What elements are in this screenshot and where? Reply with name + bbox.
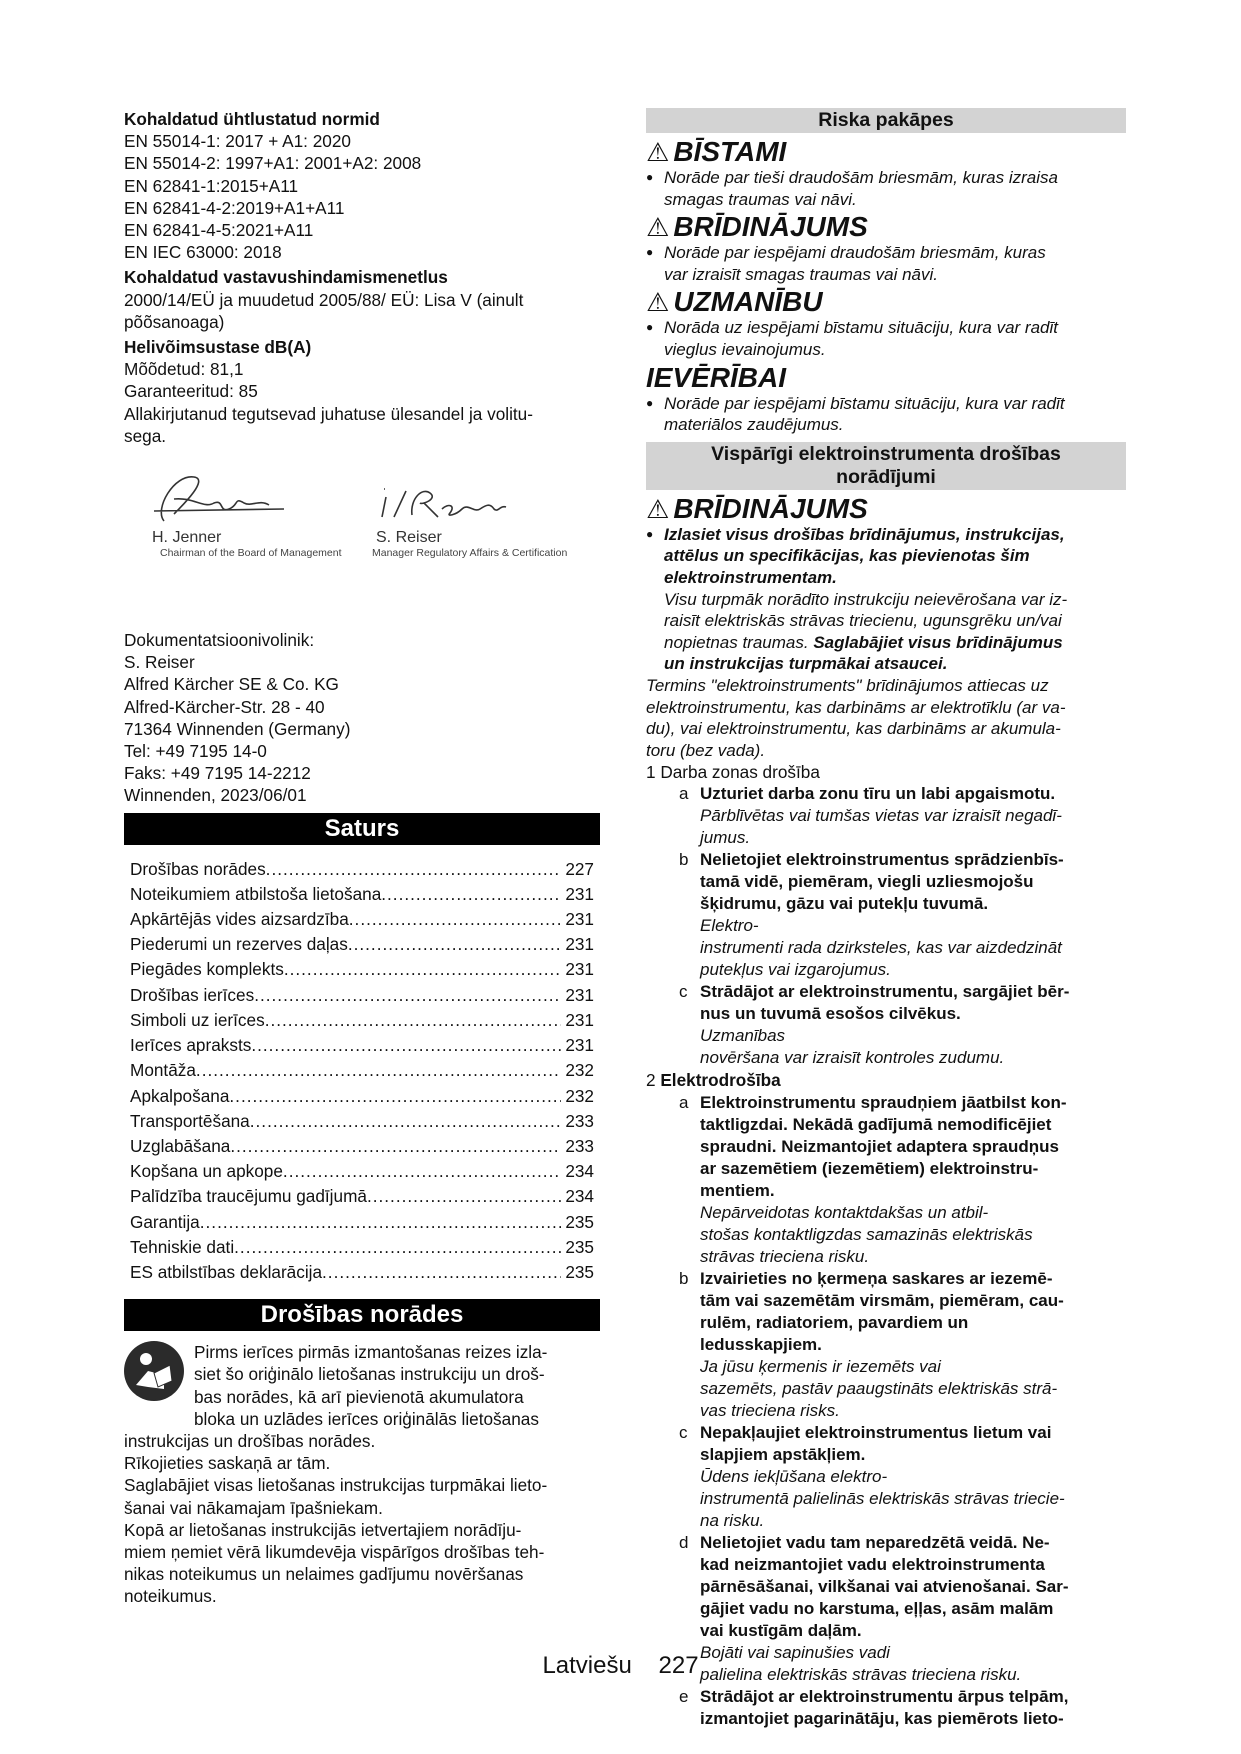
safety-line: noteikumus. — [124, 1586, 217, 1607]
risk-level-heading — [646, 212, 1126, 242]
toc-title: Saturs — [124, 813, 600, 845]
signed-line: Allakirjutanud tegutsevad juhatuse ülesandel ja volitu- — [124, 403, 533, 424]
instruction-italic-line: instrumentā palielinās elektriskās strāvas triecie- — [700, 1488, 1065, 1508]
right-column — [646, 108, 1126, 1730]
toc-entry — [130, 1033, 594, 1058]
procedure-heading: Kohaldatud vastavushindamismenetlus — [124, 267, 448, 288]
signature-jenner — [134, 469, 342, 560]
warning-triangle-icon: ⚠ — [646, 212, 670, 243]
toc-entry — [130, 1210, 594, 1235]
toc-entry-page: 231 — [565, 959, 594, 980]
instruction-bold-line: slapjiem apstākļiem. — [700, 1444, 866, 1464]
instruction-letter: d — [679, 1532, 689, 1552]
toc-entry-page: 233 — [565, 1110, 594, 1131]
procedure-text — [124, 289, 600, 333]
toc-entry — [130, 1058, 594, 1083]
safety-intro-text — [124, 1341, 600, 1430]
toc-entry — [130, 882, 594, 907]
risk-level-bullet — [646, 242, 1126, 285]
toc-entry-title: Kopšana un apkope — [130, 1161, 283, 1182]
toc-leader — [348, 932, 561, 957]
toc-leader — [265, 1008, 562, 1033]
instruction-item — [646, 1092, 1126, 1268]
norm-item: EN 55014-1: 2017 + A1: 2020 — [124, 131, 351, 152]
instruction-item — [646, 849, 1126, 981]
toc-leader — [367, 1184, 561, 1209]
signer-role: Manager Regulatory Affairs & Certification — [372, 547, 568, 560]
toc-entry-page: 235 — [565, 1211, 594, 1232]
risk-levels — [646, 137, 1126, 436]
toc-entry-title: Apkārtējās vides aizsardzība — [130, 909, 349, 930]
toc-entry — [130, 1159, 594, 1184]
noise-heading: Helivõimsustase dB(A) — [124, 337, 312, 358]
instruction-bold-line: kad neizmantojiet vadu elektroinstrumenta — [700, 1554, 1045, 1574]
instruction-bold-line: vai kustīgām daļām. — [700, 1620, 862, 1640]
section2-title — [646, 1069, 1126, 1091]
signed-line: sega. — [124, 425, 167, 446]
safety-line: Kopā ar lietošanas instrukcijās ietvertajiem norādīju- — [124, 1519, 522, 1540]
instruction-italic-line: strāvas trieciena risku. — [700, 1246, 870, 1266]
risk-level-line: Norāde par tieši draudošām briesmām, kuras izraisa — [664, 168, 1058, 187]
handwritten-signature-jenner — [134, 469, 334, 529]
norm-item: EN 62841-4-5:2021+A11 — [124, 220, 314, 241]
toc-leader — [283, 1159, 561, 1184]
term-definition — [646, 675, 1126, 761]
signature-reiser — [372, 469, 572, 560]
term-line: du), vai elektroinstrumentu, kas darbināms ar akumula- — [646, 719, 1061, 739]
warning-italic-line: raisīt elektriskās strāvas triecienu, ugunsgrēku un/vai — [664, 611, 1062, 631]
toc-entry — [130, 1184, 594, 1209]
safety-line: instrukcijas un drošības norādes. — [124, 1430, 376, 1451]
instruction-italic-line: Ūdens iekļūšana elektro- — [700, 1466, 888, 1486]
bullet-icon: ● — [646, 245, 654, 260]
instruction-bold-line: Nelietojiet vadu tam neparedzētā veidā. Ne- — [700, 1532, 1050, 1552]
norm-item: EN IEC 63000: 2018 — [124, 242, 282, 263]
doc-line: 71364 Winnenden (Germany) — [124, 718, 351, 739]
toc-entry-page: 233 — [565, 1135, 594, 1156]
safety-line: miem ņemiet vērā likumdevēja vispārīgos drošības teh- — [124, 1541, 545, 1562]
risk-level-bullet — [646, 393, 1126, 436]
instruction-letter: b — [679, 1268, 689, 1288]
bullet-icon: ● — [646, 395, 654, 410]
instruction-italic-line: stošas kontaktligzdas samazinās elektriskās — [700, 1224, 1033, 1244]
term-line: Termins "elektroinstruments" brīdinājumos attiecas uz — [646, 675, 1049, 695]
toc-entry — [130, 1134, 594, 1159]
toc-entry-title: Tehniskie dati — [130, 1236, 235, 1257]
instruction-bold-line: gājiet vadu no karstuma, eļļas, asām malām — [700, 1598, 1054, 1618]
risk-level-line: Norāda uz iespējami bīstamu situāciju, kura var radīt — [664, 318, 1059, 338]
toc-entry — [130, 1260, 594, 1285]
risk-level-heading — [646, 287, 1126, 317]
instruction-item — [646, 1686, 1126, 1730]
toc-leader — [322, 1260, 561, 1285]
norms-list — [124, 130, 600, 263]
footer-language: Latviešu — [542, 1652, 632, 1679]
instruction-italic-line: Uzmanības — [700, 1026, 786, 1046]
safety-line: Saglabājiet visas lietošanas instrukcijas turpmākai lieto- — [124, 1475, 548, 1496]
instruction-bold-line: Uzturiet darba zonu tīru un labi apgaismotu. — [700, 784, 1056, 804]
term-line: elektroinstrumentu, kas darbināms ar elektrotīklu (ar va- — [646, 697, 1066, 717]
norm-item: EN 62841-1:2015+A11 — [124, 175, 299, 196]
instruction-bold-line: taktligzdai. Nekādā gadījumā nemodificējiet — [700, 1114, 1052, 1134]
toc-entry-page: 231 — [565, 1009, 594, 1030]
read-manual-icon — [124, 1341, 184, 1401]
toc-leader — [200, 1210, 562, 1235]
instruction-item — [646, 783, 1126, 849]
toc-entry-page: 232 — [565, 1085, 594, 1106]
intro-line: bas norādes, kā arī pievienotā akumulatora — [194, 1386, 524, 1407]
warning-title: BRĪDINĀJUMS — [673, 492, 868, 524]
table-of-contents — [130, 857, 594, 1285]
procedure-line: põõsanoaga) — [124, 311, 225, 332]
warning-italic-line: Visu turpmāk norādīto instrukciju neievērošana var iz- — [664, 589, 1068, 609]
norms-heading: Kohaldatud ühtlustatud normid — [124, 109, 380, 129]
toc-leader — [229, 1084, 561, 1109]
toc-entry-title: Montāža — [130, 1060, 196, 1081]
instruction-letter: e — [679, 1686, 689, 1706]
toc-entry-page: 231 — [565, 934, 594, 955]
safety-intro — [124, 1341, 600, 1430]
toc-leader — [234, 1235, 561, 1260]
instruction-italic-line: vas trieciena risks. — [700, 1400, 840, 1420]
noise-measured: Mõõdetud: 81,1 — [124, 359, 244, 380]
doc-line: Alfred-Kärcher-Str. 28 - 40 — [124, 696, 325, 717]
warning-mixed-italic: nopietnas traumas. — [664, 632, 809, 652]
instruction-italic-line: Nepārveidotas kontaktdakšas un atbil- — [700, 1202, 989, 1222]
risk-level-line: smagas traumas vai nāvi. — [664, 189, 857, 209]
instruction-item — [646, 1268, 1126, 1422]
toc-entry-title: Piegādes komplekts — [130, 959, 284, 980]
toc-entry — [130, 1008, 594, 1033]
toc-entry-title: ES atbilstības deklarācija — [130, 1261, 323, 1282]
toc-entry-page: 231 — [565, 909, 594, 930]
bullet-icon: ● — [646, 170, 654, 184]
toc-entry-page: 231 — [565, 984, 594, 1005]
instruction-bold-line: Strādājot ar elektroinstrumentu, sargājiet bēr- — [700, 982, 1070, 1002]
toc-entry-title: Uzglabāšana — [130, 1135, 231, 1156]
instruction-bold-line: pārnēsāšanai, vilkšanai vai atvienošanai. Sar- — [700, 1576, 1069, 1596]
instruction-italic-line: Ja jūsu ķermenis ir iezemēts vai — [700, 1356, 941, 1376]
warning-triangle-icon: ⚠ — [646, 137, 670, 167]
section2-list — [646, 1092, 1126, 1730]
instruction-bold-line: Nepakļaujiet elektroinstrumentus lietum vai — [700, 1422, 1052, 1442]
toc-entry-title: Palīdzība traucējumu gadījumā — [130, 1186, 367, 1207]
toc-leader — [250, 1109, 562, 1134]
risk-level-heading — [646, 363, 1126, 393]
toc-entry-title: Apkalpošana — [130, 1085, 230, 1106]
instruction-item — [646, 1422, 1126, 1532]
toc-entry-title: Ierīces apraksts — [130, 1035, 252, 1056]
risk-level-title: BĪSTAMI — [673, 136, 787, 167]
instruction-bold-line: izmantojiet pagarinātāju, kas piemērots lieto- — [700, 1708, 1064, 1728]
toc-entry-title: Drošības norādes — [130, 858, 266, 879]
documentation-contact — [124, 629, 600, 807]
toc-entry — [130, 1084, 594, 1109]
signature-area — [124, 469, 600, 629]
instruction-italic-line: na risku. — [700, 1510, 765, 1530]
handwritten-signature-reiser — [372, 469, 572, 529]
instruction-bold-line: Strādājot ar elektroinstrumentu ārpus telpām, — [700, 1686, 1069, 1706]
instruction-italic-line: novēršana var izraisīt kontroles zudumu. — [700, 1048, 1005, 1068]
bullet-icon: ● — [646, 320, 654, 335]
instruction-bold-line: Elektroinstrumentu spraudņiem jāatbilst kon- — [700, 1092, 1067, 1112]
risk-level-line: vieglus ievainojumus. — [664, 339, 826, 359]
section1-title: 1 Darba zonas drošība — [646, 762, 820, 783]
warning-bold-last: un instrukcijas turpmākai atsaucei. — [664, 654, 948, 674]
instruction-bold-line: Nelietojiet elektroinstrumentus sprādzienbīs- — [700, 850, 1064, 870]
page-footer — [0, 1652, 1241, 1680]
doc-line: Alfred Kärcher SE & Co. KG — [124, 674, 339, 695]
instruction-bold-line: nus un tuvumā esošos cilvēkus. — [700, 1004, 961, 1024]
page-number: 227 — [658, 1652, 699, 1679]
warning-heading — [646, 494, 1126, 524]
instruction-italic-line: Bojāti vai sapinušies vadi — [700, 1642, 890, 1662]
general-title-line: Vispārīgi elektroinstrumenta drošības — [711, 442, 1061, 465]
instruction-italic-line: palielina elektriskās strāvas trieciena risku. — [700, 1664, 1022, 1684]
doc-line: S. Reiser — [124, 652, 195, 673]
instruction-bold-line: Izvairieties no ķermeņa saskares ar iezemē- — [700, 1268, 1053, 1288]
toc-leader — [230, 1134, 561, 1159]
general-safety-title — [646, 442, 1126, 490]
term-line: toru (bez vada). — [646, 740, 766, 760]
toc-leader — [381, 882, 561, 907]
instruction-letter: a — [679, 1092, 689, 1112]
warning-bold-line: elektroinstrumentam. — [664, 567, 837, 587]
risk-level-line: var izraisīt smagas traumas vai nāvi. — [664, 264, 938, 284]
noise-guaranteed: Garanteeritud: 85 — [124, 381, 258, 402]
toc-entry-page: 234 — [565, 1161, 594, 1182]
instruction-bold-line: spraudni. Neizmantojiet adaptera spraudņus — [700, 1136, 1059, 1156]
procedure-line: 2000/14/EÜ ja muudetud 2005/88/ EÜ: Lisa V (ainult — [124, 289, 524, 310]
safety-line: šanai vai nākamajam īpašniekam. — [124, 1497, 383, 1518]
toc-entry-title: Drošības ierīces — [130, 984, 255, 1005]
instruction-italic-line: Elektro- — [700, 916, 759, 936]
toc-entry — [130, 1235, 594, 1260]
toc-entry-page: 235 — [565, 1236, 594, 1257]
signer-name: H. Jenner — [152, 529, 222, 547]
risk-level-line: Norāde par iespējami bīstamu situāciju, kura var radīt — [664, 393, 1065, 413]
toc-entry-page: 232 — [565, 1060, 594, 1081]
risk-level-title: UZMANĪBU — [673, 286, 823, 318]
risk-levels-title: Riska pakāpes — [646, 108, 1126, 133]
instruction-item — [646, 981, 1126, 1069]
toc-entry-page: 235 — [565, 1261, 594, 1282]
safety-title: Drošības norādes — [124, 1299, 600, 1331]
toc-entry-title: Noteikumiem atbilstoša lietošana — [130, 883, 382, 904]
instruction-bold-line: mentiem. — [700, 1180, 775, 1200]
warning-triangle-icon: ⚠ — [646, 493, 670, 524]
toc-leader — [349, 907, 562, 932]
toc-entry — [130, 983, 594, 1008]
safety-text — [124, 1430, 600, 1608]
warning-bold-text — [664, 524, 1126, 589]
intro-line: siet šo oriģinālo lietošanas instrukciju un droš- — [194, 1364, 545, 1385]
signed-text — [124, 403, 600, 447]
risk-level-title: IEVĒRĪBAI — [646, 361, 787, 393]
signer-name: S. Reiser — [376, 529, 442, 547]
left-column — [124, 108, 600, 1608]
toc-entry-page: 231 — [565, 1035, 594, 1056]
warning-italic-text — [646, 589, 1126, 632]
norm-item: EN 62841-4-2:2019+A1+A11 — [124, 197, 345, 218]
toc-entry — [130, 857, 594, 882]
risk-level-line: Norāde par iespējami draudošām briesmām, kuras — [664, 243, 1046, 263]
toc-leader — [196, 1058, 561, 1083]
signer-role: Chairman of the Board of Management — [160, 547, 342, 560]
toc-leader — [266, 857, 562, 882]
toc-entry-title: Piederumi un rezerves daļas — [130, 934, 348, 955]
instruction-letter: c — [679, 982, 688, 1002]
toc-entry-title: Garantija — [130, 1211, 200, 1232]
toc-entry — [130, 1109, 594, 1134]
general-title-line: norādījumi — [836, 465, 936, 488]
doc-line: Tel: +49 7195 14-0 — [124, 741, 267, 762]
instruction-italic-line: jumus. — [700, 828, 751, 848]
safety-line: nikas noteikumus un nelaimes gadījumu novēršanas — [124, 1564, 524, 1585]
warning-bold-line: Izlasiet visus drošības brīdinājumus, instrukcijas, — [664, 524, 1065, 544]
intro-line: bloka un uzlādes ierīces oriģinālās lietošanas — [194, 1408, 539, 1429]
risk-level-bullet — [646, 167, 1126, 210]
toc-leader — [284, 957, 561, 982]
doc-line: Winnenden, 2023/06/01 — [124, 785, 307, 806]
toc-entry — [130, 907, 594, 932]
toc-entry — [130, 932, 594, 957]
toc-entry-page: 231 — [565, 883, 594, 904]
risk-level-title: BRĪDINĀJUMS — [673, 211, 868, 243]
doc-line: Faks: +49 7195 14-2212 — [124, 763, 311, 784]
warning-triangle-icon: ⚠ — [646, 287, 670, 318]
bullet-icon: ● — [646, 526, 654, 541]
warning-bold-line: attēlus un specifikācijas, kas pievienotas šim — [664, 546, 1030, 566]
norm-item: EN 55014-2: 1997+A1: 2001+A2: 2008 — [124, 153, 422, 174]
instruction-letter: c — [679, 1422, 688, 1442]
toc-entry — [130, 957, 594, 982]
instruction-italic-line: putekļus vai izgarojumus. — [700, 960, 891, 980]
toc-entry-page: 227 — [565, 858, 594, 879]
instruction-italic-line: instrumenti rada dzirksteles, kas var aizdedzināt — [700, 938, 1062, 958]
section2-number: 2 — [646, 1070, 656, 1091]
instruction-bold-line: tamā vidē, piemēram, viegli uzliesmojošu — [700, 872, 1034, 892]
section1-list — [646, 783, 1126, 1069]
warning-bullet — [646, 524, 1126, 589]
section2-label: Elektrodrošība — [660, 1070, 781, 1091]
safety-line: Rīkojieties saskaņā ar tām. — [124, 1453, 331, 1474]
instruction-bold-line: rulēm, radiatoriem, pavardiem un — [700, 1312, 969, 1332]
risk-level-bullet — [646, 317, 1126, 360]
instruction-letter: b — [679, 850, 689, 870]
doc-line: Dokumentatsioonivolinik: — [124, 630, 315, 651]
risk-level-heading — [646, 137, 1126, 167]
instruction-bold-line: ledusskapjiem. — [700, 1334, 822, 1354]
instruction-letter: a — [679, 784, 689, 804]
warning-mixed-line — [646, 632, 1126, 654]
warning-mixed-bold: Saglabājiet visus brīdinājumus — [813, 632, 1063, 652]
instruction-italic-line: sazemēts, pastāv paaugstināts elektriskās strā- — [700, 1378, 1058, 1398]
instruction-bold-line: ar sazemētiem (iezemētiem) elektroinstru- — [700, 1158, 1039, 1178]
instruction-bold-line: tām vai sazemētām virsmām, piemēram, cau- — [700, 1290, 1064, 1310]
risk-level-line: materiālos zaudējumus. — [664, 415, 844, 435]
instruction-bold-line: šķidrumu, gāzu vai putekļu tuvumā. — [700, 894, 989, 914]
intro-line: Pirms ierīces pirmās izmantošanas reizes izla- — [194, 1342, 548, 1363]
toc-leader — [251, 1033, 561, 1058]
toc-entry-title: Simboli uz ierīces — [130, 1009, 265, 1030]
toc-leader — [254, 983, 561, 1008]
toc-entry-page: 234 — [565, 1186, 594, 1207]
instruction-italic-line: Pārblīvētas vai tumšas vietas var izraisīt negadī- — [700, 806, 1062, 826]
toc-entry-title: Transportēšana — [130, 1110, 250, 1131]
